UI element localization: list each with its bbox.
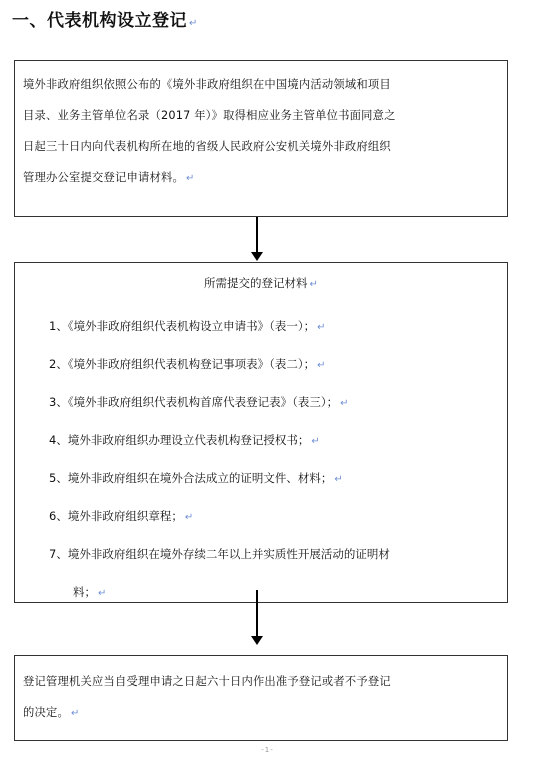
- section-heading: [12, 6, 198, 31]
- page-number: -1-: [261, 746, 274, 754]
- paragraph-mark-icon: ↵: [189, 18, 198, 29]
- paragraph-mark-icon: ↵: [309, 279, 318, 290]
- material-item: 1、《境外非政府组织代表机构设立申请书》（表一）； ↵: [49, 319, 326, 333]
- materials-box: [14, 262, 508, 603]
- material-item-continuation: 料； ↵: [73, 585, 107, 599]
- material-item: 6、境外非政府组织章程； ↵: [49, 509, 194, 523]
- decision-line: 登记管理机关应当自受理申请之日起六十日内作出准予登记或者不予登记: [23, 675, 391, 688]
- paragraph-mark-icon: ↵: [185, 173, 195, 184]
- step-submit-line: 目录、业务主管单位名录（2017 年）》取得相应业务主管单位书面同意之: [23, 109, 396, 122]
- step-submit-text: [23, 69, 503, 194]
- paragraph-mark-icon: ↵: [184, 512, 194, 523]
- step-submit-line: 日起三十日内向代表机构所在地的省级人民政府公安机关境外非政府组织: [23, 140, 391, 153]
- step-submit-line: 管理办公室提交登记申请材料。 ↵: [23, 171, 195, 184]
- material-item: 5、境外非政府组织在境外合法成立的证明文件、材料； ↵: [49, 471, 343, 485]
- paragraph-mark-icon: ↵: [317, 322, 326, 333]
- paragraph-mark-icon: ↵: [98, 588, 107, 599]
- material-item: 7、境外非政府组织在境外存续二年以上并实质性开展活动的证明材: [49, 547, 390, 561]
- section-heading-text: 一、代表机构设立登记: [12, 11, 187, 31]
- step-submit-line: 境外非政府组织依照公布的《境外非政府组织在中国境内活动领域和项目: [23, 78, 391, 91]
- paragraph-mark-icon: ↵: [311, 436, 320, 447]
- material-item: 4、境外非政府组织办理设立代表机构登记授权书； ↵: [49, 433, 320, 447]
- paragraph-mark-icon: ↵: [317, 360, 326, 371]
- material-item: 2、《境外非政府组织代表机构登记事项表》（表二）； ↵: [49, 357, 326, 371]
- materials-title: 所需提交的登记材料 ↵: [204, 276, 318, 290]
- paragraph-mark-icon: ↵: [71, 708, 80, 719]
- material-item: 3、《境外非政府组织代表机构首席代表登记表》（表三）； ↵: [49, 395, 349, 409]
- step-submit-box: [14, 60, 508, 217]
- flow-arrow-down-icon: [251, 590, 263, 647]
- flow-arrow-down-icon: [251, 217, 263, 262]
- decision-box: [14, 655, 508, 741]
- decision-line: 的决定。 ↵: [23, 706, 80, 719]
- decision-text: [23, 666, 503, 729]
- paragraph-mark-icon: ↵: [340, 398, 349, 409]
- paragraph-mark-icon: ↵: [334, 474, 343, 485]
